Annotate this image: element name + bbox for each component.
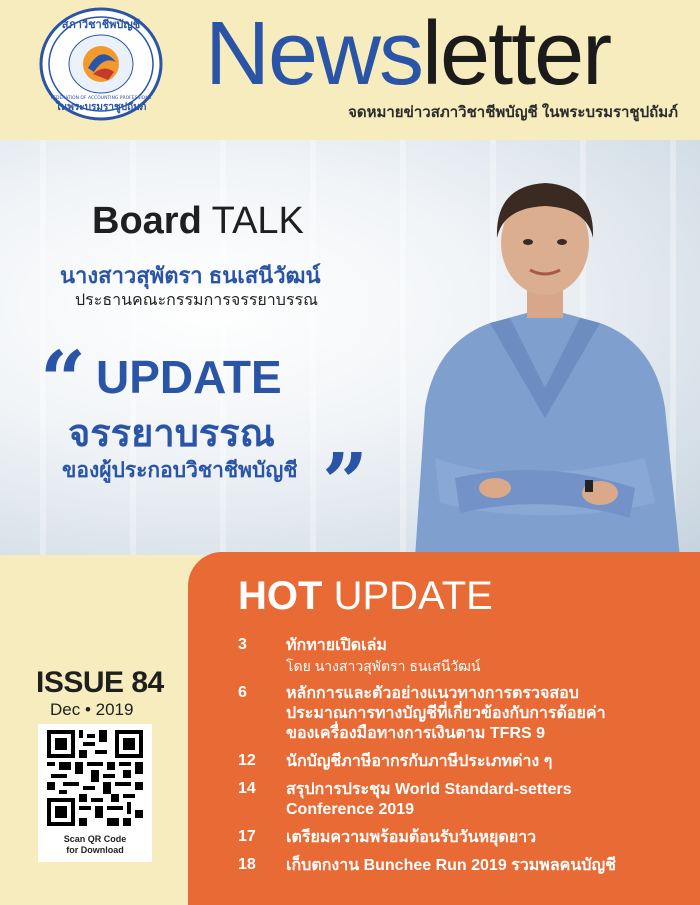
toc-page-number: 14	[238, 780, 256, 797]
qr-caption: Scan QR Code for Download	[63, 834, 127, 855]
toc-item[interactable]	[238, 856, 688, 876]
qr-code-icon	[47, 730, 143, 826]
toc-title-line: Conference 2019	[286, 801, 415, 818]
open-quote-icon: “	[40, 333, 87, 427]
qr-code-card[interactable]	[38, 724, 152, 862]
toc-title	[286, 856, 616, 876]
toc-page-number: 12	[238, 752, 256, 769]
hot-update-title: HOT UPDATE	[238, 574, 493, 618]
fap-logo	[38, 6, 164, 122]
toc-title-line: ของเครื่องมือทางการเงินตาม TFRS 9	[286, 725, 546, 742]
header	[0, 0, 700, 140]
toc-title-line: เตรียมความพร้อมต้อนรับวันหยุดยาว	[286, 829, 537, 846]
svg-text:FEDERATION OF ACCOUNTING PROFE: FEDERATION OF ACCOUNTING PROFESSIONS	[50, 96, 152, 101]
issue-date: Dec • 2019	[50, 700, 134, 719]
toc-item[interactable]	[238, 780, 688, 820]
hot-update-panel	[188, 552, 700, 905]
toc-item[interactable]	[238, 828, 688, 848]
portrait-photo	[395, 158, 695, 555]
quote-line-1: UPDATE	[96, 351, 282, 403]
toc-item[interactable]	[238, 752, 688, 772]
toc-title-line: ประมาณการทางบัญชีที่เกี่ยวข้องกับการด้อยค่า	[286, 705, 606, 722]
toc-title	[286, 828, 536, 848]
toc-title	[286, 752, 552, 772]
svg-text:ในพระบรมราชูปถัมภ์: ในพระบรมราชูปถัมภ์	[55, 102, 147, 113]
quote-line-3: ของผู้ประกอบวิชาชีพบัญชี	[62, 459, 298, 482]
toc-byline: โดย นางสาวสุพัตรา ธนเสนีวัฒน์	[286, 658, 481, 674]
board-talk-title: Board TALK	[92, 200, 304, 242]
toc-title	[286, 684, 606, 744]
toc-title-line: ทักทายเปิดเล่ม	[286, 637, 387, 654]
masthead-letter: letter	[422, 4, 611, 104]
masthead-subtitle: จดหมายข่าวสภาวิชาชีพบัญชี ในพระบรมราชูปถัมภ์	[348, 104, 678, 121]
toc-page-number: 18	[238, 856, 256, 873]
speaker-name: นางสาวสุพัตรา ธนเสนีวัฒน์	[60, 263, 321, 288]
toc-title-line: เก็บตกงาน Bunchee Run 2019 รวมพลคนบัญชี	[286, 857, 616, 874]
toc-title-line: สรุปการประชุม World Standard-setters	[286, 781, 572, 798]
masthead-news: News	[205, 4, 423, 104]
toc-page-number: 3	[238, 636, 247, 653]
toc-title	[286, 636, 480, 676]
board-talk-hero	[0, 140, 700, 555]
toc-item[interactable]	[238, 636, 688, 676]
toc-page-number: 6	[238, 684, 247, 701]
toc-item[interactable]	[238, 684, 688, 744]
speaker-role: ประธานคณะกรรมการจรรยาบรรณ	[75, 292, 318, 309]
issue-number: ISSUE 84	[36, 666, 164, 699]
masthead	[205, 4, 610, 104]
svg-text:สภาวิชาชีพบัญชี: สภาวิชาชีพบัญชี	[61, 18, 141, 31]
table-of-contents	[238, 636, 688, 884]
close-quote-icon: ”	[322, 435, 369, 529]
toc-title	[286, 780, 572, 820]
toc-title-line: นักบัญชีภาษีอากรกับภาษีประเภทต่าง ๆ	[286, 753, 553, 770]
toc-page-number: 17	[238, 828, 256, 845]
quote-line-2: จรรยาบรรณ	[68, 413, 275, 455]
toc-title-line: หลักการและตัวอย่างแนวทางการตรวจสอบ	[286, 685, 579, 702]
